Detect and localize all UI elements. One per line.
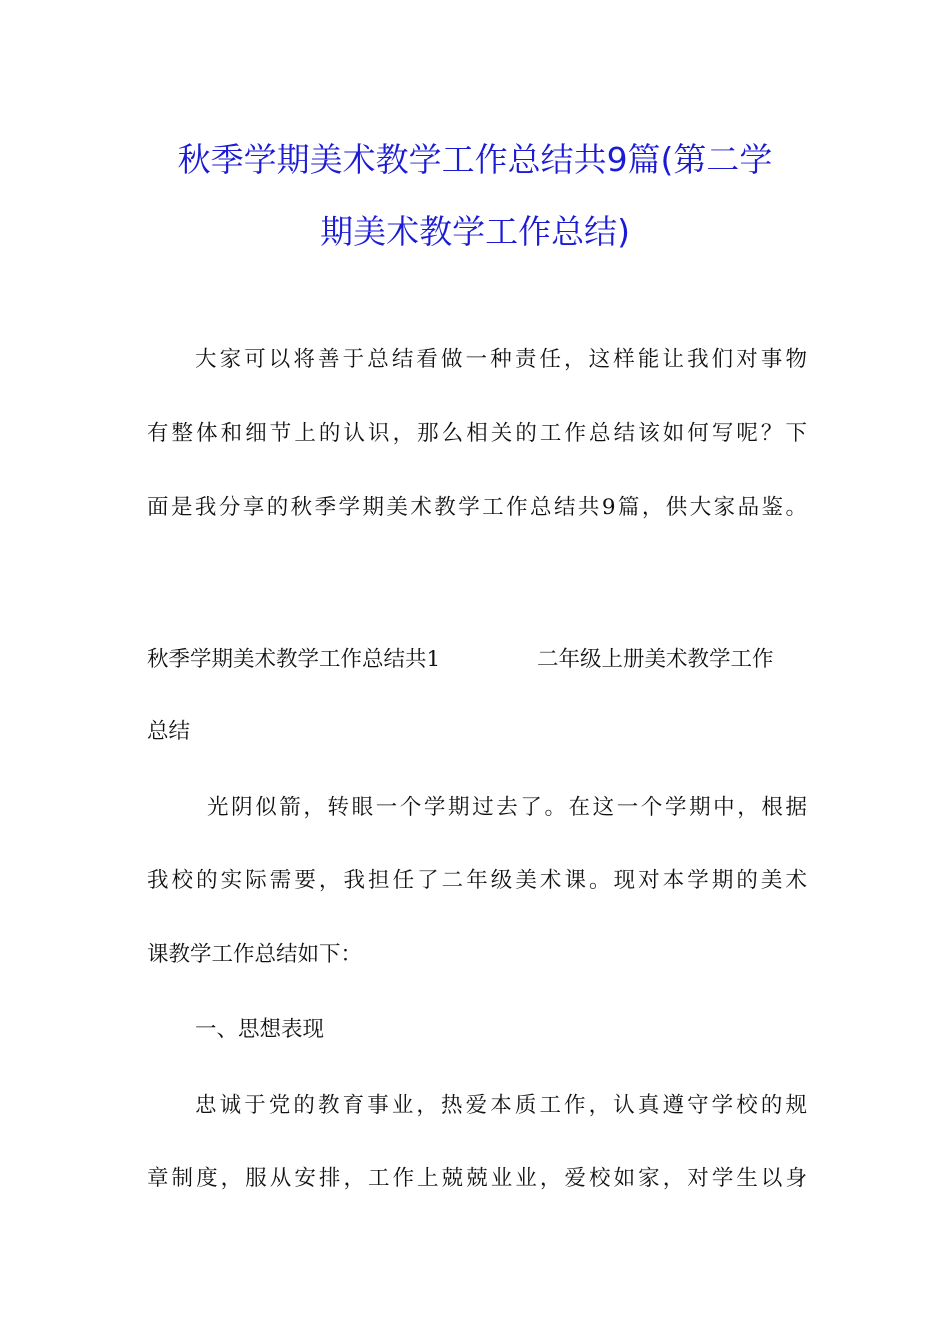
section-heading-continued: 总结 bbox=[147, 719, 191, 744]
para1-line-3: 课教学工作总结如下： bbox=[147, 942, 363, 967]
para2-line-2: 章制度，服从安排，工作上兢兢业业，爱校如家，对学生以身 bbox=[147, 1166, 807, 1191]
para1-line-1: 光阴似箭，转眼一个学期过去了。在这一个学期中，根据 bbox=[207, 795, 807, 820]
section-heading-left: 秋季学期美术教学工作总结共1 bbox=[147, 647, 441, 672]
intro-line-3: 面是我分享的秋季学期美术教学工作总结共9篇，供大家品鉴。 bbox=[147, 495, 807, 520]
intro-line-2: 有整体和细节上的认识，那么相关的工作总结该如何写呢？下 bbox=[147, 421, 807, 446]
document-title-line-1: 秋季学期美术教学工作总结共9篇(第二学 bbox=[177, 140, 773, 179]
para2-line-1: 忠诚于党的教育事业，热爱本质工作，认真遵守学校的规 bbox=[195, 1093, 807, 1118]
subheading-ideology: 一、思想表现 bbox=[195, 1017, 325, 1042]
section-heading-right: 二年级上册美术教学工作 bbox=[537, 647, 774, 672]
intro-line-1: 大家可以将善于总结看做一种责任，这样能让我们对事物 bbox=[195, 347, 807, 372]
document-title-line-2: 期美术教学工作总结) bbox=[320, 212, 630, 251]
para1-line-2: 我校的实际需要，我担任了二年级美术课。现对本学期的美术 bbox=[147, 868, 807, 893]
